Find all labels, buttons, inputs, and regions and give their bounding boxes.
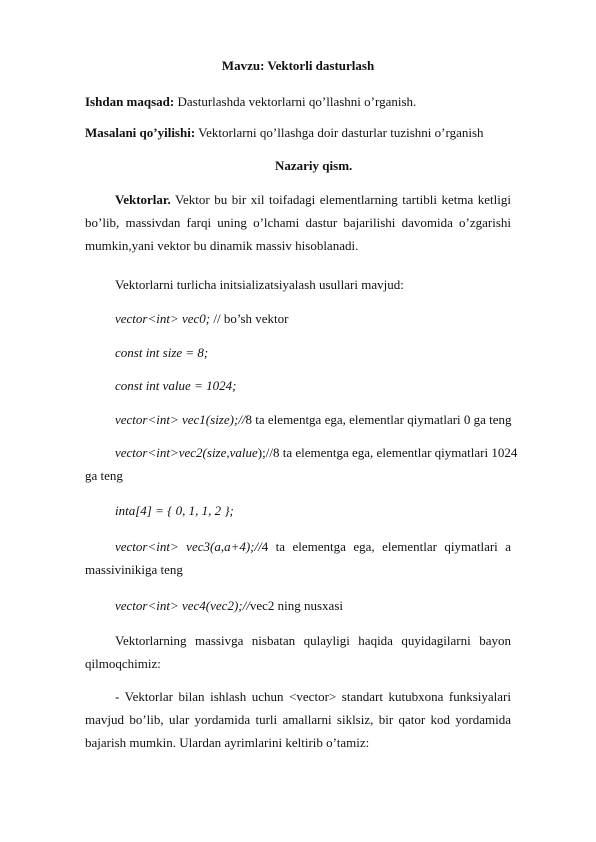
goal-label: Ishdan maqsad: (85, 94, 175, 109)
code-line-7 (85, 539, 511, 585)
goal-text: Dasturlashda vektorlarni qo’llashni o’rganish. (174, 94, 417, 109)
bullet-line-2: mavjud bo’lib, ular yordamida turli amallarni siklsiz, bir qator kod yordamida (85, 712, 511, 727)
code-8: vector<int> vec4(vec2);// (115, 598, 250, 613)
document-title: Mavzu: Vektorli dasturlash (221, 58, 375, 73)
code-5a: vector<int>vec2(size, (115, 445, 230, 460)
code-line-6: inta[4] = { 0, 1, 1, 2 }; (115, 503, 234, 518)
vektorlar-line-3: mumkin,yani vektor bu dinamik massiv hisoblanadi. (85, 238, 359, 253)
code-7: vector<int> vec3(a,a+4);// (115, 539, 262, 554)
bullet-paragraph (85, 689, 511, 758)
code-line-3: const int value = 1024; (115, 378, 237, 393)
code-5c: );// (257, 445, 273, 460)
vektorlar-bold: Vektorlar. (115, 192, 171, 207)
code-line-5 (85, 445, 518, 491)
comment-7: 4 ta elementga ega, elementlar qiymatlari a (261, 539, 511, 554)
code-line-8 (115, 598, 343, 614)
code-1: vector<int> vec0; (115, 311, 211, 326)
bullet-line-1: - Vektorlar bilan ishlash uchun <vector> standart kutubxona funksiyalari (115, 689, 511, 704)
comment-5-cont: ga teng (85, 468, 123, 483)
bullet-line-3: bajarish mumkin. Ulardan ayrimlarini keltirib o’tamiz: (85, 735, 370, 750)
vektorlar-line-2: bo’lib, massivdan farqi uning o’lchami dastur bajarilishi davomida o’zgarishi (85, 215, 511, 230)
goal-line (85, 94, 416, 110)
comment-5: 8 ta elementga ega, elementlar qiymatlari 1024 (272, 445, 518, 460)
code-line-2: const int size = 8; (115, 345, 209, 360)
vektorlar-paragraph (85, 192, 511, 261)
section-title: Nazariy qism. (275, 158, 353, 173)
code-5b: value (229, 445, 258, 460)
advantages-line-1: Vektorlarning massivga nisbatan qulayligi haqida quyidagilarni bayon (115, 633, 511, 648)
comment-4: 8 ta elementga ega, elementlar qiymatlari 0 ga teng (245, 412, 512, 427)
advantages-line-2: qilmoqchimiz: (85, 656, 161, 671)
problem-label: Masalani qo’yilishi: (85, 125, 196, 140)
comment-7-cont: massivinikiga teng (85, 562, 183, 577)
problem-text: Vektorlarni qo’llashga doir dasturlar tuzishni o’rganish (195, 125, 484, 140)
code-4: vector<int> vec1(size);// (115, 412, 246, 427)
vektorlar-line-1: Vektorlar. Vektor bu bir xil toifadagi elementlarning tartibli ketma ketligi (115, 192, 511, 207)
code-line-1 (115, 311, 289, 327)
problem-line (85, 125, 484, 141)
advantages-paragraph (85, 633, 511, 679)
init-intro: Vektorlarni turlicha initsializatsiyalash usullari mavjud: (115, 277, 404, 292)
comment-8: vec2 ning nusxasi (249, 598, 343, 613)
comment-1: // bo’sh vektor (210, 311, 289, 326)
code-line-4 (115, 412, 512, 428)
